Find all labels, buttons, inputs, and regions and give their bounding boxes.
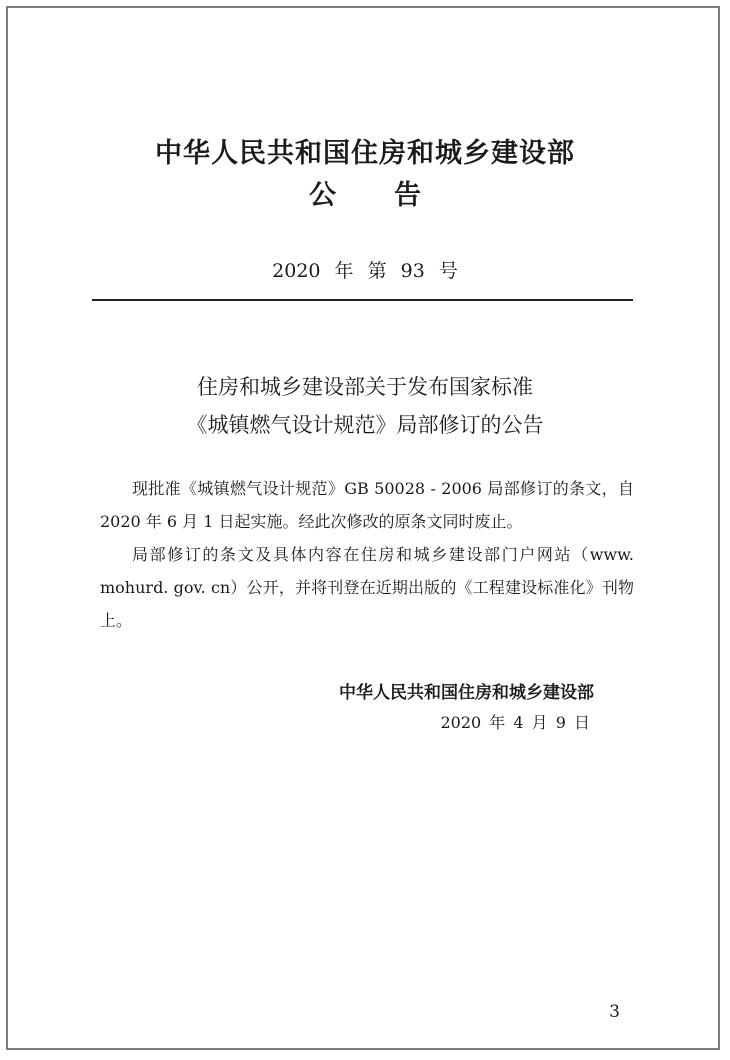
page-number: 3 — [609, 1002, 620, 1022]
signature-organization: 中华人民共和国住房和城乡建设部 — [339, 683, 594, 703]
document-title — [0, 368, 730, 444]
header-divider — [92, 299, 633, 301]
document-title-line-2: 《城镇燃气设计规范》局部修订的公告 — [186, 413, 544, 437]
document-title-line-1: 住房和城乡建设部关于发布国家标准 — [197, 375, 533, 399]
notice-body — [100, 472, 634, 637]
body-paragraph-1: 现批准《城镇燃气设计规范》GB 50028 - 2006 局部修订的条文，自 2020 年 6 月 1 日起实施。经此次修改的原条文同时废止。 — [100, 479, 634, 531]
body-paragraph-2: 局部修订的条文及具体内容在住房和城乡建设部门户网站（www. mohurd. gov. cn）公开，并将刊登在近期出版的《工程建设标准化》刊物上。 — [100, 545, 634, 630]
agency-title: 中华人民共和国住房和城乡建设部 — [155, 138, 575, 169]
document-number: 2020 年 第 93 号 — [272, 260, 458, 282]
notice-label: 公告 — [309, 180, 479, 211]
signature-date: 2020 年 4 月 9 日 — [440, 713, 590, 732]
